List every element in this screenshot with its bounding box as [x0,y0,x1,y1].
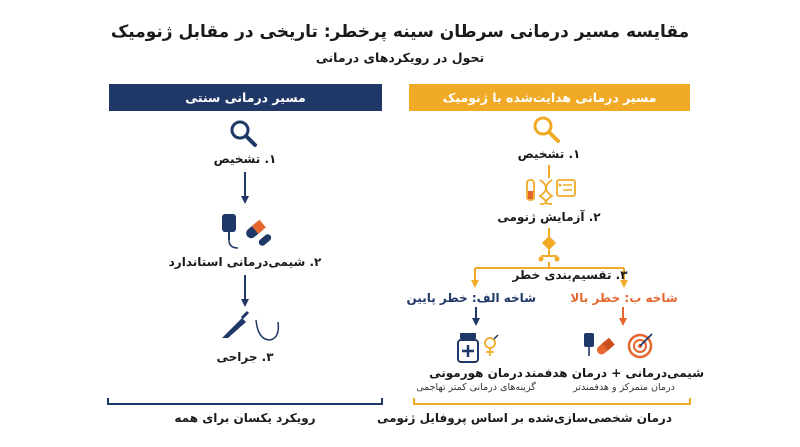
iv-bag-icon [584,333,594,356]
gender-symbol-icon [485,335,498,356]
genomic-header: مسیر درمانی هدایت‌شده با ژنومیک [409,84,690,111]
traditional-step1: ۱. تشخیص [213,152,277,166]
traditional-bracket [108,398,382,404]
pill-icon [595,338,615,356]
report-icon [557,180,575,196]
traditional-header: مسیر درمانی سنتی [109,84,382,111]
genomic-step3: ۳. تقسیم‌بندی خطر [512,268,628,282]
genomic-bracket [414,398,690,404]
dna-icon [540,180,552,204]
genomic-step1: ۱. تشخیص [517,147,581,161]
decision-node-icon [539,236,560,262]
genomic-step2: ۲. آزمایش ژنومی [497,210,601,224]
scalpel-icon [222,312,248,338]
traditional-footer: رویکرد یکسان برای همه [174,411,316,425]
target-icon [629,334,652,357]
high-treatment-note: درمان متمرکز و هدفمندتر [573,382,675,393]
body-outline-icon [256,320,278,340]
magnifier-icon [535,118,558,141]
medicine-bottle-icon [458,333,478,362]
branch-low-label: شاخه الف: خطر پایین [406,291,536,305]
genomic-footer: درمان شخصی‌سازی‌شده بر اساس پروفایل ژنومی [376,411,672,425]
low-treatment-note: گزینه‌های درمانی کمتر تهاجمی [416,382,536,393]
high-treatment-label: شیمی‌درمانی + درمان هدفمند [524,366,704,380]
page-subtitle: تحول در رویکردهای درمانی [315,50,485,65]
pill-icon [244,220,272,247]
magnifier-icon [232,122,255,145]
test-tube-icon [527,180,534,200]
traditional-step2: ۲. شیمی‌درمانی استاندارد [168,255,322,269]
page-title: مقایسه مسیر درمانی سرطان سینه پرخطر: تاریخی در مقابل ژنومیک [110,22,690,42]
branch-high-label: شاخه ب: خطر بالا [570,291,678,305]
low-treatment-label: درمان هورمونی [429,366,523,380]
traditional-step3: ۳. جراحی [216,350,274,364]
iv-bag-icon [222,214,238,248]
